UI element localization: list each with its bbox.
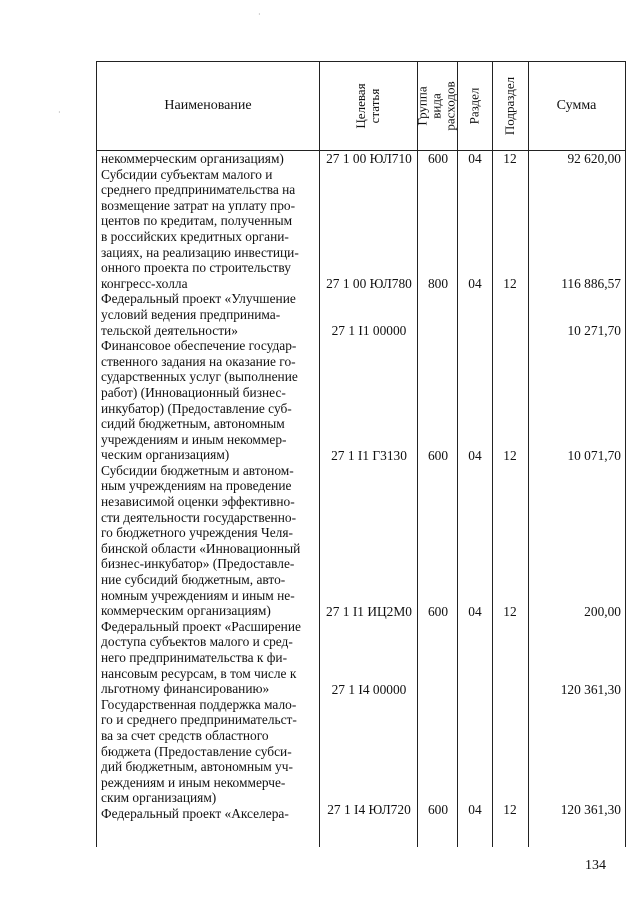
header-code-cell	[319, 62, 417, 150]
row-razdel: 04	[468, 276, 482, 291]
row-group: 600	[427, 448, 449, 463]
row-sum: 200,00	[584, 604, 621, 619]
name-line: Субсидии субъектам малого и	[101, 166, 273, 182]
header-name: Наименование	[164, 98, 252, 113]
column-divider	[319, 62, 320, 847]
name-line: конгресс-холла	[101, 275, 188, 291]
name-line: го и среднего предпринимательст-	[101, 712, 297, 728]
row-group: 800	[427, 276, 449, 291]
row-razdel: 04	[468, 604, 482, 619]
name-line: онного проекта по строительству	[101, 260, 291, 276]
scan-speck: ·	[58, 108, 61, 117]
name-line: в российских кредитных органи-	[101, 228, 289, 244]
name-line: Федеральный проект «Акселера-	[101, 805, 289, 821]
name-line: номным учреждениям и иным не-	[101, 587, 295, 603]
name-line: ным учреждениям на проведение	[101, 478, 292, 494]
row-sum: 120 361,30	[560, 682, 621, 697]
row-razdel: 04	[468, 448, 482, 463]
name-line: коммерческим организациям)	[101, 603, 271, 619]
row-group: 600	[427, 802, 449, 817]
name-line: среднего предпринимательства на	[101, 182, 296, 198]
header-podrazdel: Подраздел	[502, 76, 518, 136]
row-sum: 10 271,70	[567, 323, 621, 338]
row-razdel: 04	[468, 802, 482, 817]
name-line: реждениям и иным некоммерче-	[101, 774, 286, 790]
page-number: 134	[585, 858, 606, 873]
name-line: Федеральный проект «Расширение	[101, 618, 301, 634]
row-name	[101, 151, 315, 822]
row-podrazdel: 12	[503, 604, 517, 619]
name-line: Финансовое обеспечение государ-	[101, 338, 297, 354]
scan-speck: ·	[258, 10, 261, 19]
name-line: возмещение затрат на уплату про-	[101, 197, 296, 213]
row-razdel: 04	[468, 151, 482, 166]
row-group: 600	[427, 151, 449, 166]
row-code: 27 1 I4 00000	[331, 682, 407, 697]
header-code: Целевая статья	[353, 83, 382, 129]
name-line: бюджета (Предоставление субси-	[101, 743, 292, 759]
row-podrazdel: 12	[503, 151, 517, 166]
row-sum: 10 071,70	[567, 448, 621, 463]
header-podrazdel-cell	[492, 62, 528, 150]
name-line: работ) (Инновационный бизнес-	[101, 384, 286, 400]
name-line: Федеральный проект «Улучшение	[101, 291, 296, 307]
table-header	[97, 62, 625, 151]
name-line: независимой оценки эффективно-	[101, 494, 295, 510]
name-line: зациях, на реализацию инвестици-	[101, 244, 299, 260]
name-line: бинской области «Инновационный	[101, 540, 301, 556]
name-line: ние субсидий бюджетным, авто-	[101, 572, 286, 588]
name-line: сидий бюджетным, автономным	[101, 416, 285, 432]
name-line: сти деятельности государственно-	[101, 509, 297, 525]
name-line: дий бюджетным, автономным уч-	[101, 759, 293, 775]
name-line: го бюджетного учреждения Челя-	[101, 525, 293, 541]
name-line: инкубатор) (Предоставление суб-	[101, 400, 292, 416]
header-sum: Сумма	[556, 98, 597, 113]
name-line: доступа субъектов малого и сред-	[101, 634, 293, 650]
name-line: Государственная поддержка мало-	[101, 696, 297, 712]
row-code: 27 1 00 ЮЛ780	[326, 276, 412, 291]
row-code: 27 1 00 ЮЛ710	[326, 151, 412, 166]
row-podrazdel: 12	[503, 448, 517, 463]
budget-table	[96, 61, 626, 847]
name-line: ва за счет средств областного	[101, 727, 269, 743]
row-podrazdel: 12	[503, 276, 517, 291]
name-line: сударственных услуг (выполнение	[101, 369, 298, 385]
name-line: льготному финансированию»	[101, 681, 270, 697]
row-code: 27 1 I1 ИЦ2М0	[326, 604, 412, 619]
row-sum: 120 361,30	[560, 802, 621, 817]
row-group: 600	[427, 604, 449, 619]
name-line: ческим организациям)	[101, 447, 230, 463]
row-code: 27 1 I1 00000	[331, 323, 407, 338]
row-sum: 116 886,57	[561, 276, 621, 291]
name-line: тельской деятельности»	[101, 322, 238, 338]
name-line: нансовым ресурсам, в том числе к	[101, 665, 297, 681]
name-line: ственного задания на оказание го-	[101, 353, 296, 369]
header-group-cell	[417, 62, 457, 150]
name-line: учреждениям и иным некоммер-	[101, 431, 287, 447]
name-line: некоммерческим организациям)	[101, 151, 284, 166]
header-razdel: Раздел	[466, 87, 482, 125]
column-divider	[417, 62, 418, 847]
name-line: ским организациям)	[101, 790, 217, 806]
name-line: центов по кредитам, полученным	[101, 213, 293, 229]
row-code: 27 1 I4 ЮЛ720	[327, 802, 411, 817]
row-code: 27 1 I1 Г3130	[331, 448, 407, 463]
name-line: него предпринимательства к фи-	[101, 650, 288, 665]
header-razdel-cell	[457, 62, 492, 150]
row-sum: 92 620,00	[567, 151, 621, 166]
name-line: бизнес-инкубатор» (Предоставле-	[101, 556, 295, 572]
name-line: Субсидии бюджетным и автоном-	[101, 462, 294, 478]
row-podrazdel: 12	[503, 802, 517, 817]
header-group: Группа вида расходов	[415, 81, 458, 131]
name-line: условий ведения предпринима-	[101, 306, 281, 322]
